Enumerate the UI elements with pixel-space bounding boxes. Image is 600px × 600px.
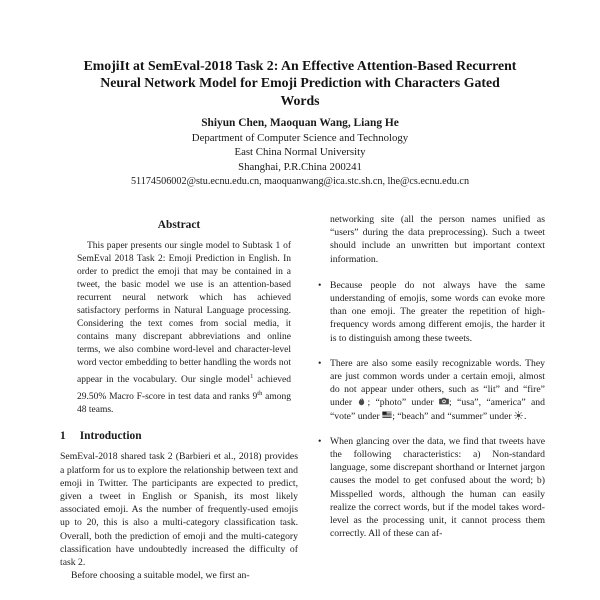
bullet-item <box>306 279 545 345</box>
text-segment: . <box>524 410 527 422</box>
left-column <box>60 213 298 582</box>
fire-emoji-icon <box>357 397 367 406</box>
paper-title <box>0 57 600 109</box>
continuation-paragraph: networking site (all the person names unified as “users” during the data preprocessing). Such a tweet should include an unwritten but important context information. <box>330 214 545 265</box>
paper-header <box>0 57 600 189</box>
footnote-marker: 1 <box>250 373 254 380</box>
bullet-marker: • <box>318 357 322 369</box>
bullet-text <box>330 436 545 539</box>
abstract-heading: Abstract <box>157 219 201 231</box>
bullet-text <box>330 280 545 344</box>
text-segment: ; “usa”, “america” and “vote” under <box>330 397 545 422</box>
affiliation-department: Department of Computer Science and Technology <box>191 131 409 144</box>
title-line: Neural Network Model for Emoji Prediction with Characters Gated <box>100 75 500 91</box>
abstract-text: This paper presents our single model to Subtask 1 of SemEval 2018 Task 2: Emoji Prediction in English. In order to predict the emoji that may be contained in a tweet, the basic model we use is an attention-based recurrent neural network which has achieved satisfactory performs in Natural Language processing. Considering the text comes from social media, it contains many discrepant abbreviations and online terms, we also combine word-level and character-level word vector embedding to better handling the words not appear in the vocabulary. Our single model <box>77 241 291 386</box>
camera-emoji-icon <box>439 397 449 406</box>
right-column <box>306 213 545 552</box>
text-segment: There are also some easily recognizable words. They are just common words under a certain emoji, almost do not appear under others, such as “lit” and “fire” under <box>330 357 545 409</box>
bullet-item <box>306 357 545 423</box>
bullet-text <box>330 358 545 422</box>
bullet-item <box>306 435 545 541</box>
bullet-list <box>306 279 545 541</box>
title-line: EmojiIt at SemEval-2018 Task 2: An Effective Attention-Based Recurrent <box>83 58 517 73</box>
text-segment: ; “beach” and “summer” under <box>392 410 515 422</box>
sun-emoji-icon <box>514 410 527 422</box>
intro-paragraph-2: Before choosing a suitable model, we first an- <box>71 570 250 582</box>
bullet-marker: • <box>318 435 322 447</box>
abstract-text: achieved 29.50% Macro F-score in test data and ranks 9 <box>77 375 291 403</box>
us-flag-emoji-icon <box>382 411 392 420</box>
ordinal-superscript: th <box>257 390 263 398</box>
text-segment: ; “photo” under <box>367 397 439 409</box>
text-segment: When glancing over the data, we find that tweets have the following characteristics: a) Non-standard language, some discrepant shorthand or Internet jargon causes the model to get confused about the word; b) Misspelled words, although the human can easily realize the correct words, but if the model takes word-level as the processing unit, it cannot process them correctly. All of these can af- <box>330 435 545 540</box>
section-heading-introduction <box>60 430 298 442</box>
section-title: Introduction <box>79 430 142 443</box>
affiliation-address: Shanghai, P.R.China 200241 <box>238 160 362 173</box>
abstract-body <box>77 240 291 417</box>
abstract-text: among 48 teams. <box>77 392 291 416</box>
section-number: 1 <box>60 430 66 443</box>
author-emails: 51174506002@stu.ecnu.edu.cn, maoquanwang@ica.stc.sh.cn, lhe@cs.ecnu.edu.cn <box>130 175 470 187</box>
title-line: Words <box>280 92 320 108</box>
affiliation-university: East China Normal University <box>234 146 366 159</box>
bullet-marker: • <box>318 279 322 291</box>
text-segment: Because people do not always have the same understanding of emojis, some words can evoke more than one emoji. The greater the repetition of high-frequency words among different emojis, the harder it is to distinguish among these tweets. <box>330 279 545 344</box>
authors: Shiyun Chen, Maoquan Wang, Liang He <box>201 117 399 130</box>
intro-paragraph-1: SemEval-2018 shared task 2 (Barbieri et al., 2018) provides a platform for us to explore the relationship between text and emoji in Twitter. The participants are expected to predict, given a tweet in English or Spanish, its most likely associated emoji. As the number of frequently-used emojis up to 20, this is also a multi-category classification task. Overall, both the prediction of emoji and the multi-category classification have undoubtedly increased the difficulty of task 2. <box>60 451 298 568</box>
